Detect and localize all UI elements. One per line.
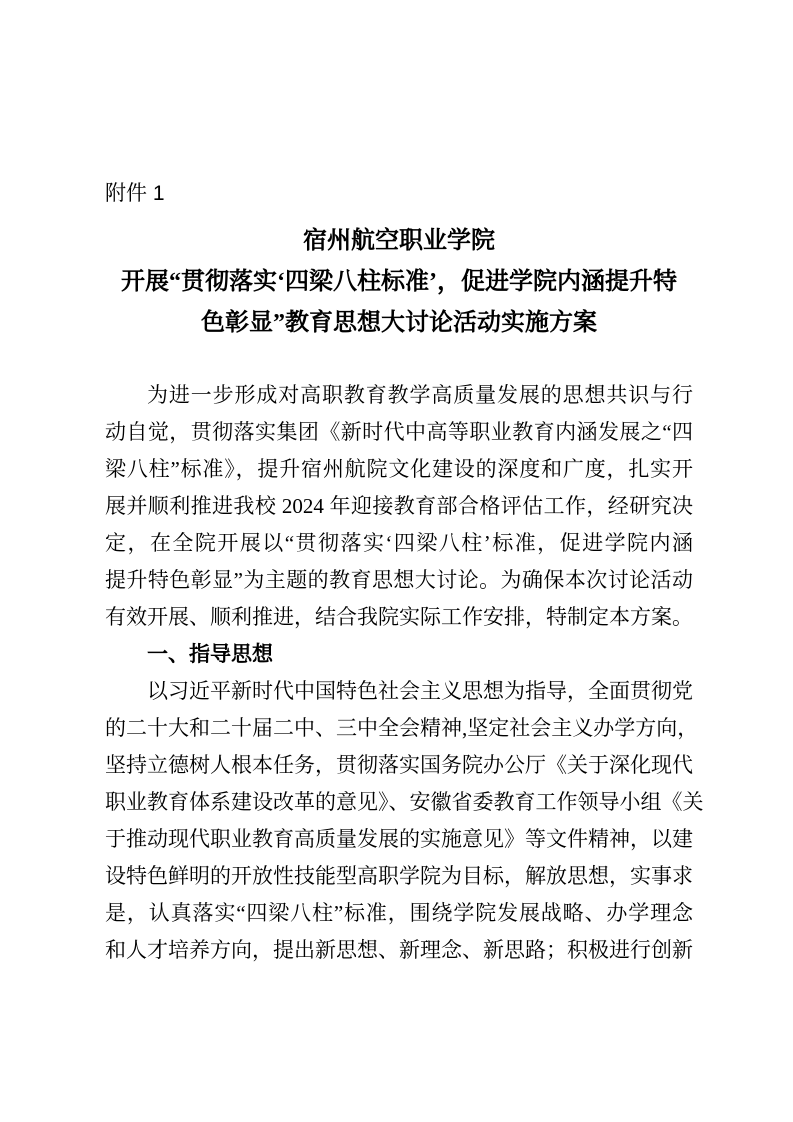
section-heading-1: 一、指导思想 bbox=[147, 643, 273, 666]
paragraph2-line: 设特色鲜明的开放性技能型高职学院为目标，解放思想，实事求 bbox=[105, 864, 693, 888]
paragraph1-line: 定，在全院开展以“贯彻落实‘四梁八柱’标准，促进学院内涵 bbox=[105, 531, 693, 555]
document-title-line-2: 开展“贯彻落实‘四梁八柱标准’，促进学院内涵提升特 bbox=[121, 269, 677, 295]
paragraph1-line: 梁八柱”标准》，提升宿州航院文化建设的深度和广度，扎实开 bbox=[105, 457, 693, 481]
paragraph1-line: 有效开展、顺利推进，结合我院实际工作安排，特制定本方案。 bbox=[105, 605, 693, 629]
document-title-line-3: 色彰显”教育思想大讨论活动实施方案 bbox=[201, 310, 597, 336]
attachment-label: 附件 1 bbox=[105, 182, 165, 205]
paragraph1-line: 为进一步形成对高职教育教学高质量发展的思想共识与行 bbox=[147, 383, 693, 407]
paragraph2-line: 和人才培养方向，提出新思想、新理念、新思路；积极进行创新 bbox=[105, 938, 693, 962]
paragraph1-line: 展并顺利推进我校 2024 年迎接教育部合格评估工作，经研究决 bbox=[105, 494, 693, 518]
document-body bbox=[105, 377, 704, 969]
paragraph2-line: 的二十大和二十届二中、三中全会精神,坚定社会主义办学方向， bbox=[105, 716, 699, 740]
paragraph1-line: 提升特色彰显”为主题的教育思想大讨论。为确保本次讨论活动 bbox=[105, 568, 693, 592]
paragraph1-line: 动自觉，贯彻落实集团《新时代中高等职业教育内涵发展之“四 bbox=[105, 420, 693, 444]
paragraph2-line: 是，认真落实“四梁八柱”标准，围绕学院发展战略、办学理念 bbox=[105, 901, 693, 925]
document-title bbox=[93, 221, 705, 344]
document-title-line-1: 宿州航空职业学院 bbox=[303, 228, 495, 254]
paragraph2-line: 以习近平新时代中国特色社会主义思想为指导，全面贯彻党 bbox=[147, 679, 693, 703]
paragraph2-line: 坚持立德树人根本任务，贯彻落实国务院办公厅《关于深化现代 bbox=[105, 753, 693, 777]
paragraph2-line: 于推动现代职业教育高质量发展的实施意见》等文件精神，以建 bbox=[105, 827, 693, 851]
paragraph2-line: 职业教育体系建设改革的意见》、安徽省委教育工作领导小组《关 bbox=[105, 790, 704, 814]
